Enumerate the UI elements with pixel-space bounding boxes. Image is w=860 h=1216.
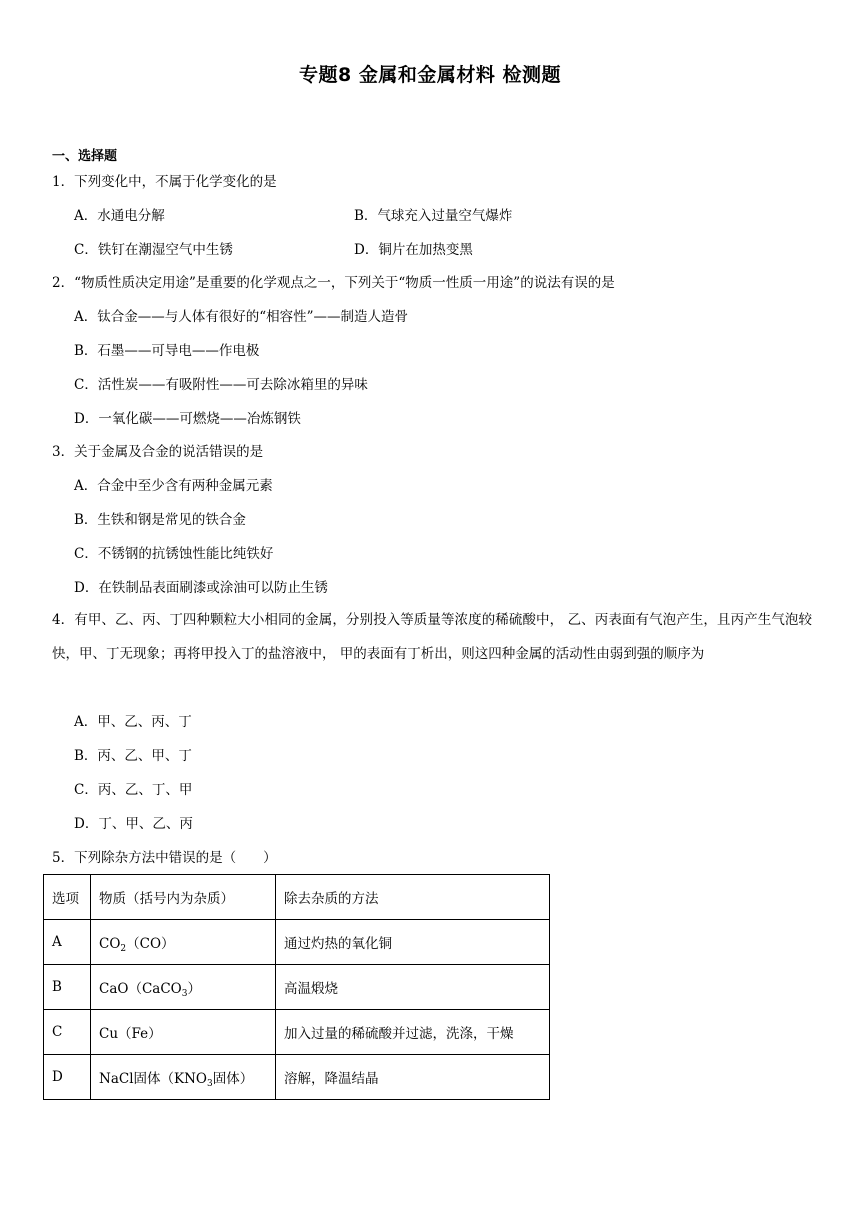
question-1-option-c: C．铁钉在潮湿空气中生锈 bbox=[74, 242, 233, 258]
question-5-stem: 5．下列除杂方法中错误的是（ ） bbox=[52, 850, 277, 866]
table-header-cell: 选项 bbox=[44, 875, 91, 920]
question-4-option-d: D．丁、甲、乙、丙 bbox=[74, 816, 193, 832]
question-4-option-c: C．丙、乙、丁、甲 bbox=[74, 782, 193, 798]
section-heading: 一、选择题 bbox=[52, 149, 118, 164]
impurity-removal-table bbox=[43, 874, 550, 1100]
substance-cell: $CO_2(CO)$ bbox=[91, 920, 276, 965]
question-3-option-a: A．合金中至少含有两种金属元素 bbox=[74, 478, 273, 494]
method-cell: 通过灼热的氧化铜 bbox=[276, 920, 550, 965]
option-cell: A bbox=[44, 920, 91, 965]
substance-cell: NaCl固体（$KNO_3$固体） bbox=[91, 1055, 276, 1100]
table-row bbox=[44, 965, 550, 1010]
substance-cell: Cu（Fe） bbox=[91, 1010, 276, 1055]
table-header-cell: 物质（括号内为杂质） bbox=[91, 875, 276, 920]
question-1-stem: 1．下列变化中，不属于化学变化的是 bbox=[52, 174, 277, 190]
option-cell: B bbox=[44, 965, 91, 1010]
question-4-stem: 4．有甲、乙、丙、丁四种颗粒大小相同的金属，分别投入等质量等浓度的稀硫酸中， 乙、丙表面有气泡产生，且丙产生气泡较快，甲、丁无现象；再将甲投入丁的盐溶液中， 甲的表面有丁析出，则这四种金属的活动性由弱到强的顺序为 bbox=[52, 612, 812, 662]
table-row bbox=[44, 1010, 550, 1055]
question-1-option-a: A．水通电分解 bbox=[74, 208, 165, 224]
table-header-cell: 除去杂质的方法 bbox=[276, 875, 550, 920]
option-cell: D bbox=[44, 1055, 91, 1100]
table-row bbox=[44, 920, 550, 965]
question-2-option-a: A．钛合金——与人体有很好的“相容性”——制造人造骨 bbox=[74, 309, 409, 325]
question-3-option-b: B．生铁和钢是常见的铁合金 bbox=[74, 512, 246, 528]
question-4-option-a: A．甲、乙、丙、丁 bbox=[74, 714, 192, 730]
substance-cell: CaO（CaCO$_3$） bbox=[91, 965, 276, 1010]
method-cell: 溶解，降温结晶 bbox=[276, 1055, 550, 1100]
method-cell: 加入过量的稀硫酸并过滤，洗涤，干燥 bbox=[276, 1010, 550, 1055]
method-cell: 高温煅烧 bbox=[276, 965, 550, 1010]
question-4-option-b: B．丙、乙、甲、丁 bbox=[74, 748, 192, 764]
question-2-option-d: D．一氧化碳——可燃烧——冶炼钢铁 bbox=[74, 411, 301, 427]
page-title: 专题8 金属和金属材料 检测题 bbox=[299, 64, 561, 86]
option-cell: C bbox=[44, 1010, 91, 1055]
question-2-option-b: B．石墨——可导电——作电极 bbox=[74, 343, 260, 359]
question-2-stem: 2．“物质性质决定用途”是重要的化学观点之一，下列关于“物质一性质一用途”的说法有误的是 bbox=[52, 275, 615, 291]
question-3-option-c: C．不锈钢的抗锈蚀性能比纯铁好 bbox=[74, 546, 274, 562]
question-1-option-b: B．气球充入过量空气爆炸 bbox=[354, 208, 513, 224]
question-2-option-c: C．活性炭——有吸附性——可去除冰箱里的异味 bbox=[74, 377, 368, 393]
question-3-stem: 3．关于金属及合金的说活错误的是 bbox=[52, 444, 264, 460]
table-row bbox=[44, 1055, 550, 1100]
question-3-option-d: D．在铁制品表面刷漆或涂油可以防止生锈 bbox=[74, 580, 328, 596]
table-header-row bbox=[44, 875, 550, 920]
question-1-option-d: D．铜片在加热变黑 bbox=[354, 242, 473, 258]
